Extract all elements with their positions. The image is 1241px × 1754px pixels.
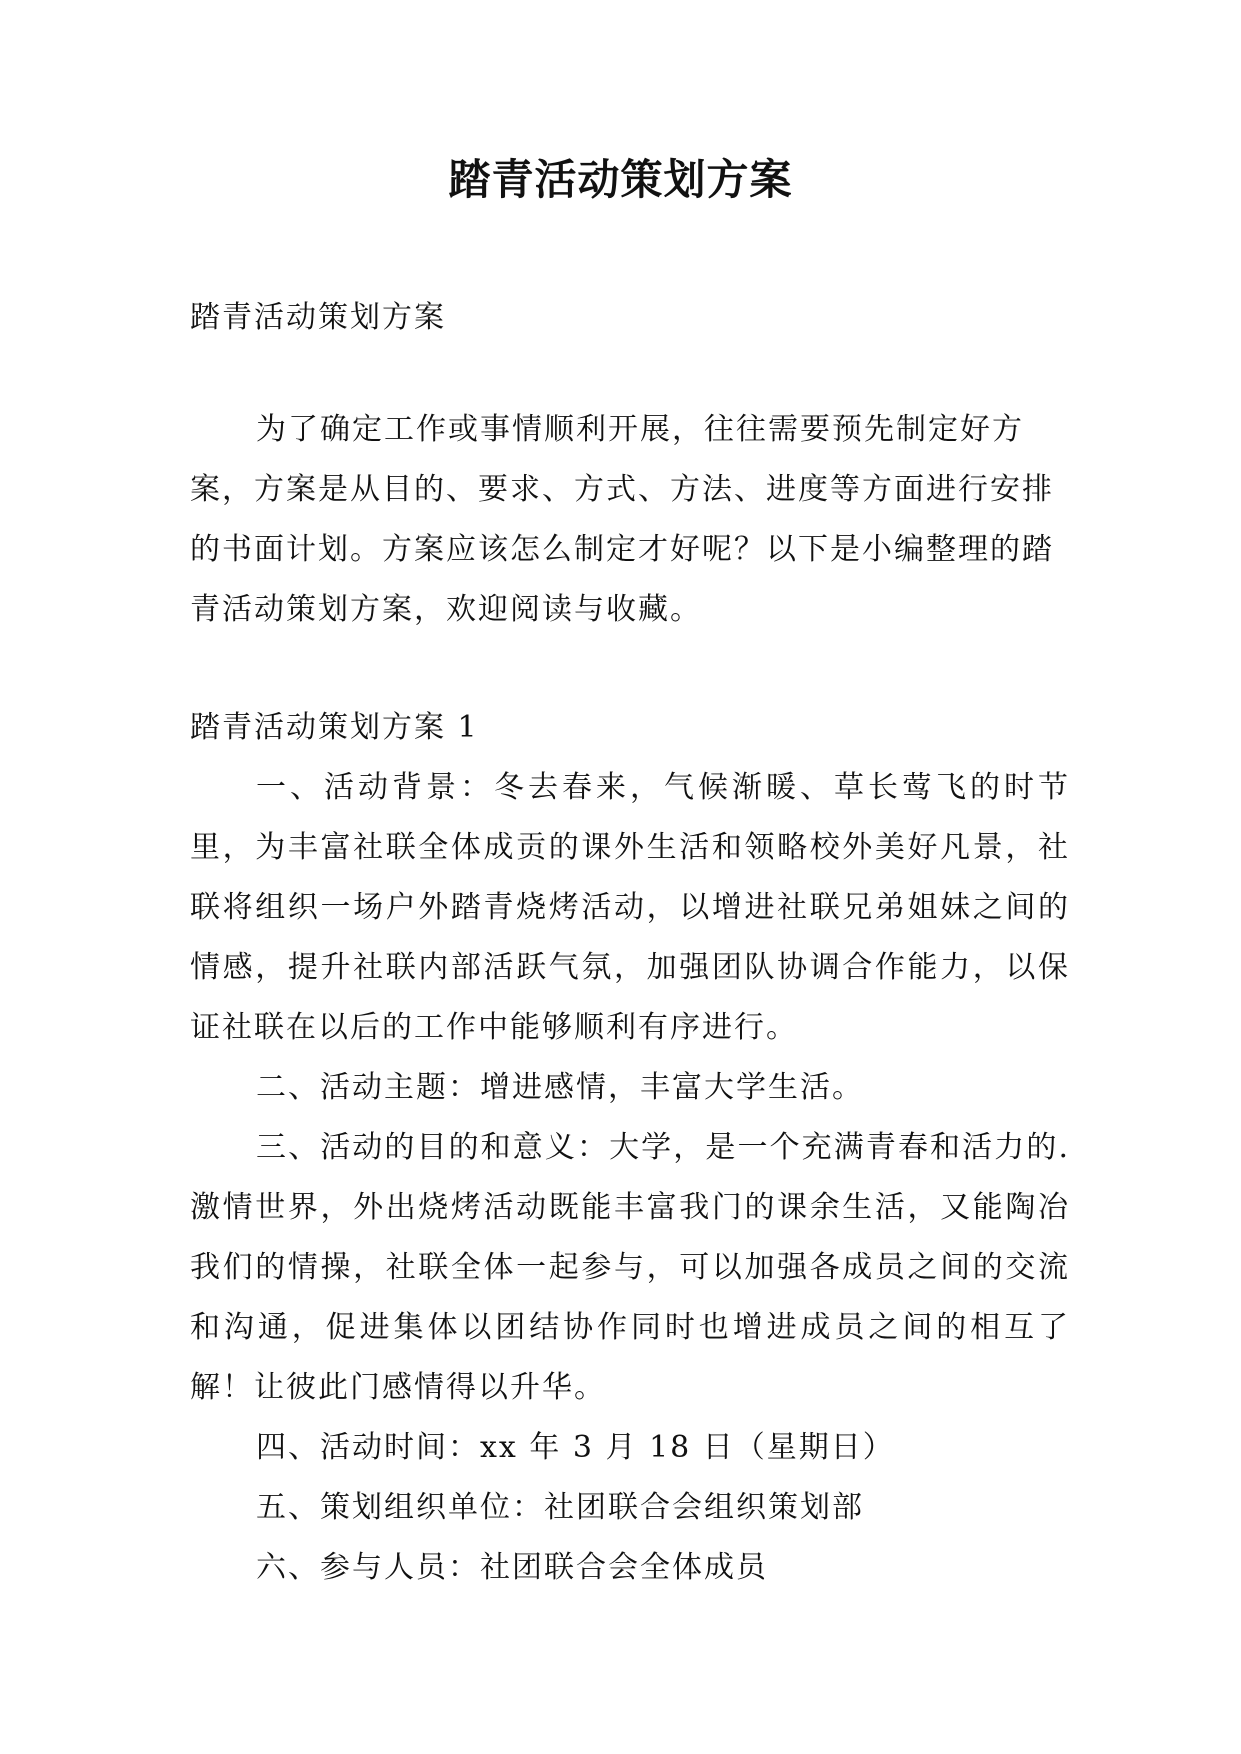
section-purpose: 三、活动的目的和意义：大学，是一个充满青春和活力的.激情世界，外出烧烤活动既能丰富我门的课余生活，又能陶冶我们的情操，社联全体一起参与，可以加强各成员之间的交流和沟通，促进集体以团结协作同时也增进成员之间的相互了解！让彼此门感情得以升华。 (190, 1130, 1070, 1405)
intro-paragraph: 为了确定工作或事情顺利开展，往往需要预先制定好方案，方案是从目的、要求、方式、方法、进度等方面进行安排的书面计划。方案应该怎么制定才好呢？以下是小编整理的踏青活动策划方案，欢迎阅读与收藏。 (190, 412, 1054, 627)
section-background: 一、活动背景：冬去春来，气候渐暖、草长莺飞的时节里，为丰富社联全体成贡的课外生活和领略校外美好凡景，社联将组织一场户外踏青烧烤活动，以增进社联兄弟姐妹之间的情感，提升社联内部活跃气氛，加强团队协调合作能力，以保证社联在以后的工作中能够顺利有序进行。 (190, 770, 1070, 1045)
section-time: 四、活动时间：xx 年 3 月 18 日（星期日） (256, 1430, 895, 1465)
document-title: 踏青活动策划方案 (448, 155, 793, 204)
section-participants: 六、参与人员：社团联合会全体成员 (256, 1550, 768, 1585)
section-organizer: 五、策划组织单位：社团联合会组织策划部 (256, 1490, 864, 1525)
section-heading: 踏青活动策划方案 1 (190, 710, 479, 745)
section-theme: 二、活动主题：增进感情，丰富大学生活。 (256, 1070, 864, 1105)
document-subtitle: 踏青活动策划方案 (190, 300, 446, 335)
sections-list (190, 758, 1070, 1598)
